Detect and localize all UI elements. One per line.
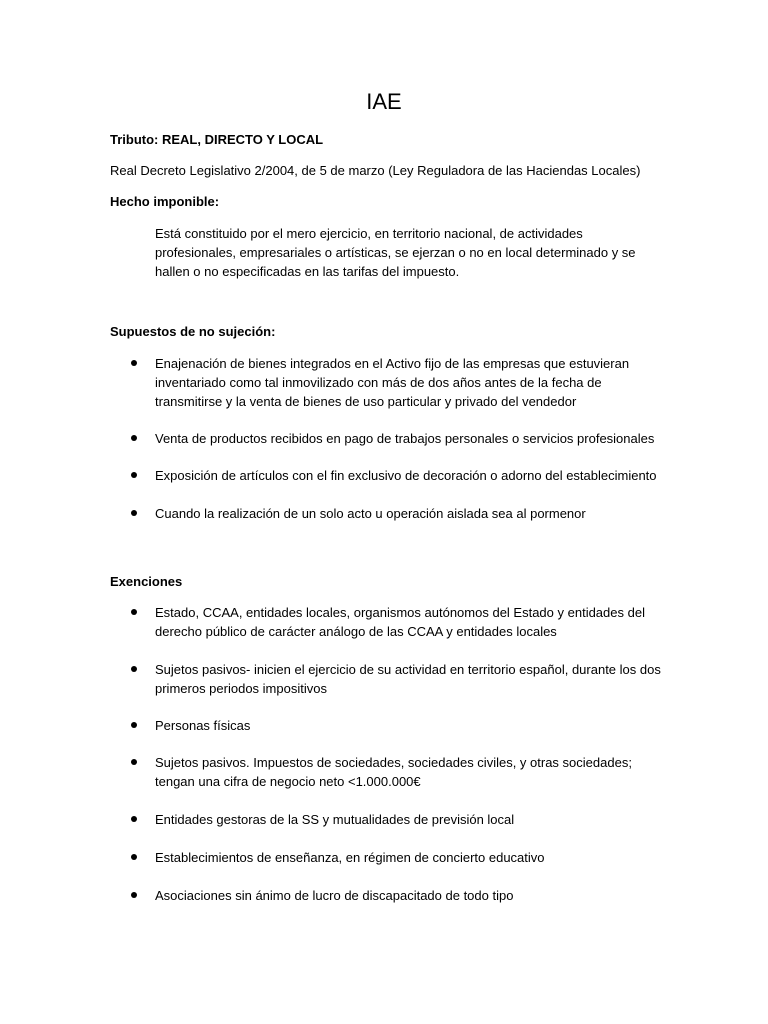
exencion-item: Sujetos pasivos- inicien el ejercicio de su actividad en territorio español, durante los dos primeros periodos impositivos xyxy=(155,662,661,696)
bullet-icon xyxy=(131,666,137,672)
exencion-item: Establecimientos de enseñanza, en régimen de concierto educativo xyxy=(155,850,545,865)
hecho-heading: Hecho imponible: xyxy=(110,194,220,209)
bullet-icon xyxy=(131,472,137,478)
bullet-icon xyxy=(131,854,137,860)
ley-line: Real Decreto Legislativo 2/2004, de 5 de marzo (Ley Reguladora de las Haciendas Locales) xyxy=(110,163,641,178)
exencion-item: Estado, CCAA, entidades locales, organismos autónomos del Estado y entidades del derecho público de carácter análogo de las CCAA y entidades locales xyxy=(155,605,645,639)
exencion-item: Personas físicas xyxy=(155,718,251,733)
no-sujecion-item: Enajenación de bienes integrados en el Activo fijo de las empresas que estuvieran inventariado como tal inmovilizado con más de dos años antes de la fecha de transmitirse y la venta de bienes de uso particular y privado del vendedor xyxy=(155,356,630,409)
tributo-line: Tributo: REAL, DIRECTO Y LOCAL xyxy=(110,132,324,147)
no-sujecion-item: Venta de productos recibidos en pago de trabajos personales o servicios profesionales xyxy=(155,431,655,446)
exencion-item: Sujetos pasivos. Impuestos de sociedades, sociedades civiles, y otras sociedades; tengan una cifra de negocio neto <1.000.000€ xyxy=(155,755,632,789)
bullet-icon xyxy=(131,816,137,822)
no-sujecion-item: Exposición de artículos con el fin exclusivo de decoración o adorno del establecimiento xyxy=(155,468,657,483)
hecho-text: Está constituido por el mero ejercicio, en territorio nacional, de actividades profesionales, empresariales o artísticas, se ejerzan o no en local determinado y se hallen o no especificadas en las tarifas del impuesto. xyxy=(155,226,636,279)
exenciones-heading: Exenciones xyxy=(110,574,183,589)
bullet-icon xyxy=(131,759,137,765)
bullet-icon xyxy=(131,892,137,898)
bullet-icon xyxy=(131,360,137,366)
no-sujecion-heading: Supuestos de no sujeción: xyxy=(110,324,276,339)
bullet-icon xyxy=(131,510,137,516)
bullet-icon xyxy=(131,435,137,441)
exencion-item: Asociaciones sin ánimo de lucro de discapacitado de todo tipo xyxy=(155,888,514,903)
bullet-icon xyxy=(131,609,137,615)
bullet-icon xyxy=(131,722,137,728)
page-title: IAE xyxy=(366,89,402,114)
no-sujecion-item: Cuando la realización de un solo acto u operación aislada sea al pormenor xyxy=(155,506,586,521)
exencion-item: Entidades gestoras de la SS y mutualidades de previsión local xyxy=(155,812,515,827)
